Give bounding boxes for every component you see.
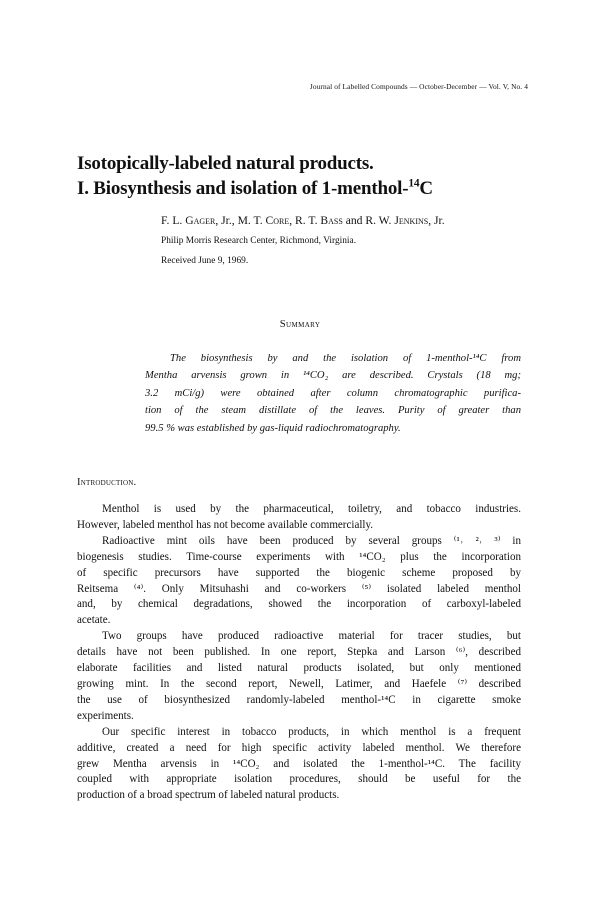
author-3-surname: Bass: [320, 214, 343, 227]
body-line: additive, created a need for high specific activity labeled menthol. We therefore: [77, 741, 521, 754]
body-line: biogenesis studies. Time-course experiments with ¹⁴CO₂ plus the incorporation: [77, 550, 521, 563]
author-4-initials: R. W.: [365, 214, 395, 227]
author-1-surname: Gager: [185, 214, 216, 227]
title-line-1: Isotopically-labeled natural products.: [77, 153, 374, 174]
author-4-surname: Jenkins: [394, 214, 429, 227]
author-1-suffix: , Jr.,: [215, 214, 238, 227]
summary-abstract: [145, 350, 521, 437]
summary-heading: Summary: [279, 319, 321, 330]
article-title: [77, 151, 537, 201]
author-2-initials: M. T.: [237, 214, 266, 227]
introduction-body: [77, 502, 521, 804]
body-line: Two groups have produced radioactive material for tracer studies, but: [102, 630, 521, 643]
body-line: and, by chemical degradations, showed the incorporation of carboxyl-labeled: [77, 598, 521, 611]
body-line: coupled with appropriate isolation procedures, should be useful for the: [77, 773, 521, 786]
body-line: experiments.: [77, 709, 134, 722]
summary-line: tion of the steam distillate of the leaves. Purity of greater than: [145, 405, 521, 417]
summary-line: 99.5 % was established by gas-liquid radiochromatography.: [145, 422, 401, 434]
body-line: Radioactive mint oils have been produced by several groups ⁽¹˒ ²˒ ³⁾ in: [102, 534, 521, 547]
title-line-2-end: C: [419, 178, 433, 199]
summary-line: The biosynthesis by and the isolation of 1-menthol-¹⁴C from: [170, 353, 521, 364]
author-4-suffix: , Jr.: [428, 214, 445, 227]
author-3-initials: R. T.: [295, 214, 321, 227]
introduction-heading: Introduction.: [77, 477, 137, 488]
body-line: details have not been published. In one report, Stepka and Larson ⁽⁶⁾, described: [77, 646, 521, 659]
body-line: Our specific interest in tobacco products, in which menthol is a frequent: [102, 725, 521, 738]
body-line: Menthol is used by the pharmaceutical, toiletry, and tobacco industries.: [102, 503, 521, 515]
affiliation: Philip Morris Research Center, Richmond, Virginia.: [161, 236, 357, 246]
running-header: Journal of Labelled Compounds — October-December — Vol. V, No. 4: [309, 82, 528, 91]
summary-line: 3.2 mCi/g) were obtained after column chromatographic purifica-: [145, 387, 521, 399]
summary-line: Mentha arvensis grown in ¹⁴CO₂ are described. Crystals (18 mg;: [145, 370, 521, 382]
body-line: acetate.: [77, 614, 111, 627]
received-date: Received June 9, 1969.: [161, 256, 249, 266]
title-isotope-superscript: 14: [408, 177, 420, 190]
body-line: of specific precursors have supported the biogenic scheme proposed by: [77, 566, 521, 579]
body-line: grew Mentha arvensis in ¹⁴CO₂ and isolated the 1-menthol-¹⁴C. The facility: [77, 757, 521, 770]
body-line: Reitsema ⁽⁴⁾. Only Mitsuhashi and co-workers ⁽⁵⁾ isolated labeled menthol: [77, 582, 521, 595]
body-line: the use of biosynthesized randomly-labeled menthol-¹⁴C in cigarette smoke: [77, 693, 521, 706]
title-line-2: [77, 176, 537, 201]
author-separator-and: and: [342, 214, 366, 227]
body-line: growing mint. In the second report, Newell, Latimer, and Haefele ⁽⁷⁾ described: [77, 677, 521, 690]
body-line: However, labeled menthol has not become available commercially.: [77, 518, 374, 531]
author-2-surname: Core: [265, 214, 290, 227]
body-line: production of a broad spectrum of labeled natural products.: [77, 789, 340, 802]
author-1-initials: F. L.: [161, 214, 186, 227]
author-separator: ,: [289, 214, 296, 227]
author-list: [161, 214, 445, 227]
body-line: elaborate facilities and listed natural products isolated, but only mentioned: [77, 662, 521, 675]
title-line-2-text: I. Biosynthesis and isolation of 1-menthol-: [77, 178, 409, 199]
